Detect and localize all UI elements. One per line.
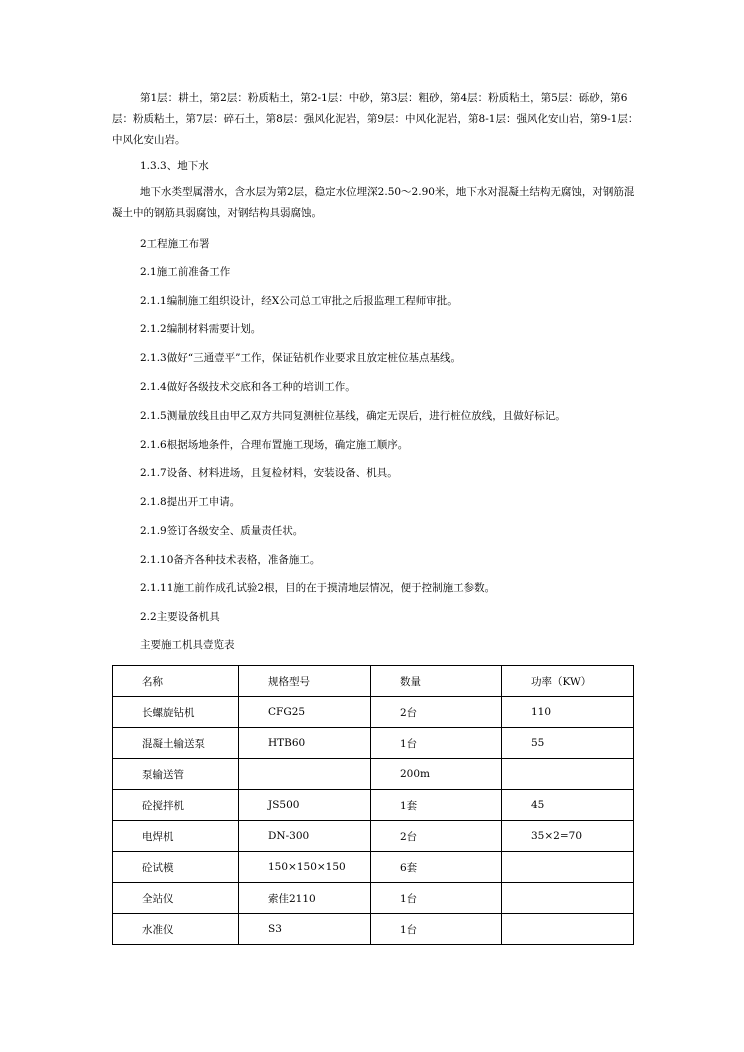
- cell-quantity: 1台: [371, 914, 502, 945]
- prep-item: 2.1.5测量放线且由甲乙双方共同复测桩位基线，确定无误后，进行桩位放线，且做好标记。: [140, 410, 566, 422]
- cell-name: 砼搅拌机: [113, 790, 239, 821]
- prep-item: 2.1.8提出开工申请。: [140, 496, 241, 508]
- cell-name: 混凝土输送泵: [113, 728, 239, 759]
- table-row: [113, 883, 634, 914]
- cell-quantity: 6套: [371, 852, 502, 883]
- cell-power: 35×2=70: [502, 821, 634, 852]
- prep-item: 2.1.3做好“三通壹平”工作，保证钻机作业要求且放定桩位基点基线。: [140, 352, 461, 364]
- cell-name: 泵输送管: [113, 759, 239, 790]
- table-caption: 主要施工机具壹览表: [140, 639, 235, 651]
- table-row: [113, 821, 634, 852]
- prep-item: 2.1.2编制材料需要计划。: [140, 323, 262, 335]
- prep-item: 2.1.4做好各级技术交底和各工种的培训工作。: [140, 381, 356, 393]
- table-row: [113, 728, 634, 759]
- groundwater-heading: 1.3.3、地下水: [140, 160, 209, 172]
- cell-power: [502, 883, 634, 914]
- prep-item: 2.1.9签订各级安全、质量责任状。: [140, 525, 304, 537]
- header-quantity: 数量: [371, 666, 502, 697]
- subsection-heading-equipment: 2.2主要设备机具: [140, 611, 220, 623]
- cell-power: [502, 852, 634, 883]
- cell-spec: JS500: [239, 790, 371, 821]
- header-name: 名称: [113, 666, 239, 697]
- cell-power: 55: [502, 728, 634, 759]
- cell-spec: HTB60: [239, 728, 371, 759]
- cell-quantity: 2台: [371, 821, 502, 852]
- cell-spec: [239, 759, 371, 790]
- cell-quantity: 1台: [371, 728, 502, 759]
- cell-name: 全站仪: [113, 883, 239, 914]
- soil-layers-paragraph: 第1层：耕土，第2层：粉质粘土，第2-1层：中砂，第3层：粗砂，第4层：粉质粘土，第5层：砾砂，第6层：粉质粘土，第7层：碎石土，第8层：强风化泥岩，第9层：中风化泥岩，第8-1层：强风化安山岩，第9-1层：中风化安山岩。: [112, 92, 639, 146]
- cell-spec: 索佳2110: [239, 883, 371, 914]
- cell-quantity: 2台: [371, 697, 502, 728]
- prep-item: 2.1.6根据场地条件，合理布置施工现场，确定施工顺序。: [140, 439, 409, 451]
- table-row: [113, 852, 634, 883]
- cell-spec: CFG25: [239, 697, 371, 728]
- cell-quantity: 1套: [371, 790, 502, 821]
- prep-item: 2.1.11施工前作成孔试验2根，目的在于摸清地层情况，便于控制施工参数。: [140, 582, 496, 594]
- cell-power: [502, 914, 634, 945]
- prep-item: 2.1.1编制施工组织设计，经X公司总工审批之后报监理工程师审批。: [140, 295, 458, 307]
- cell-name: 砼试模: [113, 852, 239, 883]
- subsection-heading-prep: 2.1施工前准备工作: [140, 266, 231, 278]
- cell-name: 长螺旋钻机: [113, 697, 239, 728]
- table-row: [113, 914, 634, 945]
- cell-power: [502, 759, 634, 790]
- prep-item: 2.1.7设备、材料进场，且复检材料，安装设备、机具。: [140, 467, 398, 479]
- cell-name: 电焊机: [113, 821, 239, 852]
- cell-spec: S3: [239, 914, 371, 945]
- table-row: [113, 759, 634, 790]
- cell-power: 110: [502, 697, 634, 728]
- cell-spec: 150×150×150: [239, 852, 371, 883]
- header-spec: 规格型号: [239, 666, 371, 697]
- cell-spec: DN-300: [239, 821, 371, 852]
- cell-name: 水准仪: [113, 914, 239, 945]
- section-heading: 2工程施工布署: [140, 238, 210, 250]
- groundwater-paragraph: 地下水类型属潜水，含水层为第2层，稳定水位埋深2.50～2.90米，地下水对混凝土结构无腐蚀，对钢筋混凝土中的钢筋具弱腐蚀，对钢结构具弱腐蚀。: [112, 186, 635, 219]
- table-header-row: [113, 666, 634, 697]
- header-power: 功率（KW）: [502, 666, 634, 697]
- table-row: [113, 790, 634, 821]
- prep-item: 2.1.10备齐各种技术表格，准备施工。: [140, 554, 321, 566]
- cell-quantity: 1台: [371, 883, 502, 914]
- cell-quantity: 200m: [371, 759, 502, 790]
- equipment-table: [112, 665, 634, 945]
- cell-power: 45: [502, 790, 634, 821]
- table-row: [113, 697, 634, 728]
